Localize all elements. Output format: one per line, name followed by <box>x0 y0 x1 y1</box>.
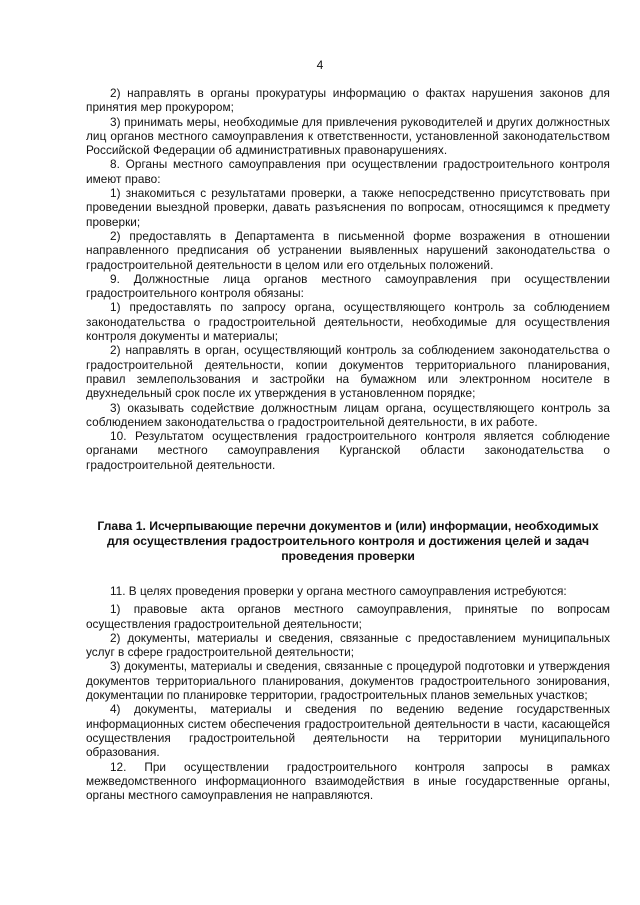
paragraph: 9. Должностные лица органов местного самоуправления при осуществлении градостроительного контроля обязаны: <box>86 271 610 301</box>
paragraph: 4) документы, материалы и сведения по ведению ведение государственных информационных систем обеспечения градостроительной деятельности в части, касающейся осуществления градостроительной деятельности на территории муниципального образования. <box>86 702 610 760</box>
paragraph: 1) знакомиться с результатами проверки, а также непосредственно присутствовать при проведении выездной проверки, давать разъяснения по вопросам, относящимся к предмету проверки; <box>86 186 610 229</box>
paragraph: 1) правовые акта органов местного самоуправления, принятые по вопросам осуществления градостроительной деятельности; <box>86 602 610 631</box>
paragraph: 2) предоставлять в Департамента в письменной форме возражения в отношении направленного предписания об устранении выявленных нарушений законодательства о градостроительной деятельности в целом или его отдельных положений. <box>86 228 610 272</box>
paragraph: 3) документы, материалы и сведения, связанные с процедурой подготовки и утверждения документов территориального планирования, документов градостроительного зонирования, документации по планировке территории, градостроительных планов земельных участков; <box>86 659 610 703</box>
body-text-bottom <box>86 584 610 802</box>
body-text-top <box>86 86 610 472</box>
paragraph: 8. Органы местного самоуправления при осуществлении градостроительного контроля имеют право: <box>86 157 610 186</box>
paragraph: 2) направлять в орган, осуществляющий контроль за соблюдением законодательства о градостроительной деятельности, копии документов территориального планирования, правил землепользования и застройки на бумажном или электронном носителе в двухнедельный срок после их утверждения в установленном порядке; <box>86 343 610 401</box>
paragraph: 11. В целях проведения проверки у органа местного самоуправления истребуются: <box>110 584 567 598</box>
paragraph: 3) оказывать содействие должностным лицам органа, осуществляющего контроль за соблюдением законодательства о градостроительной деятельности, в их работе. <box>86 400 610 429</box>
page-number: 4 <box>316 58 324 72</box>
paragraph: 1) предоставлять по запросу органа, осуществляющего контроль за соблюдением законодательства о градостроительной деятельности, необходимые для осуществления контроля документы и материалы; <box>86 300 610 344</box>
paragraph: 2) направлять в органы прокуратуры информацию о фактах нарушения законов для принятия мер прокурором; <box>86 86 610 115</box>
paragraph: 10. Результатом осуществления градостроительного контроля является соблюдение органами местного самоуправления Курганской области законодательства о градостроительной деятельности. <box>86 429 610 472</box>
paragraph: 3) принимать меры, необходимые для привлечения руководителей и других должностных лиц органов местного самоуправления к ответственности, установленной законодательством Российской Федерации об административных правонарушениях. <box>86 114 610 158</box>
chapter-heading: Глава 1. Исчерпывающие перечни документов и (или) информации, необходимых для осуществления градостроительного контроля и достижения целей и задач проведения проверки <box>97 519 599 563</box>
paragraph: 12. При осуществлении градостроительного контроля запросы в рамках межведомственного информационного взаимодействия в иные государственные органы, органы местного самоуправления не направляются. <box>86 759 610 803</box>
paragraph: 2) документы, материалы и сведения, связанные с предоставлением муниципальных услуг в сфере градостроительной деятельности; <box>86 630 610 660</box>
